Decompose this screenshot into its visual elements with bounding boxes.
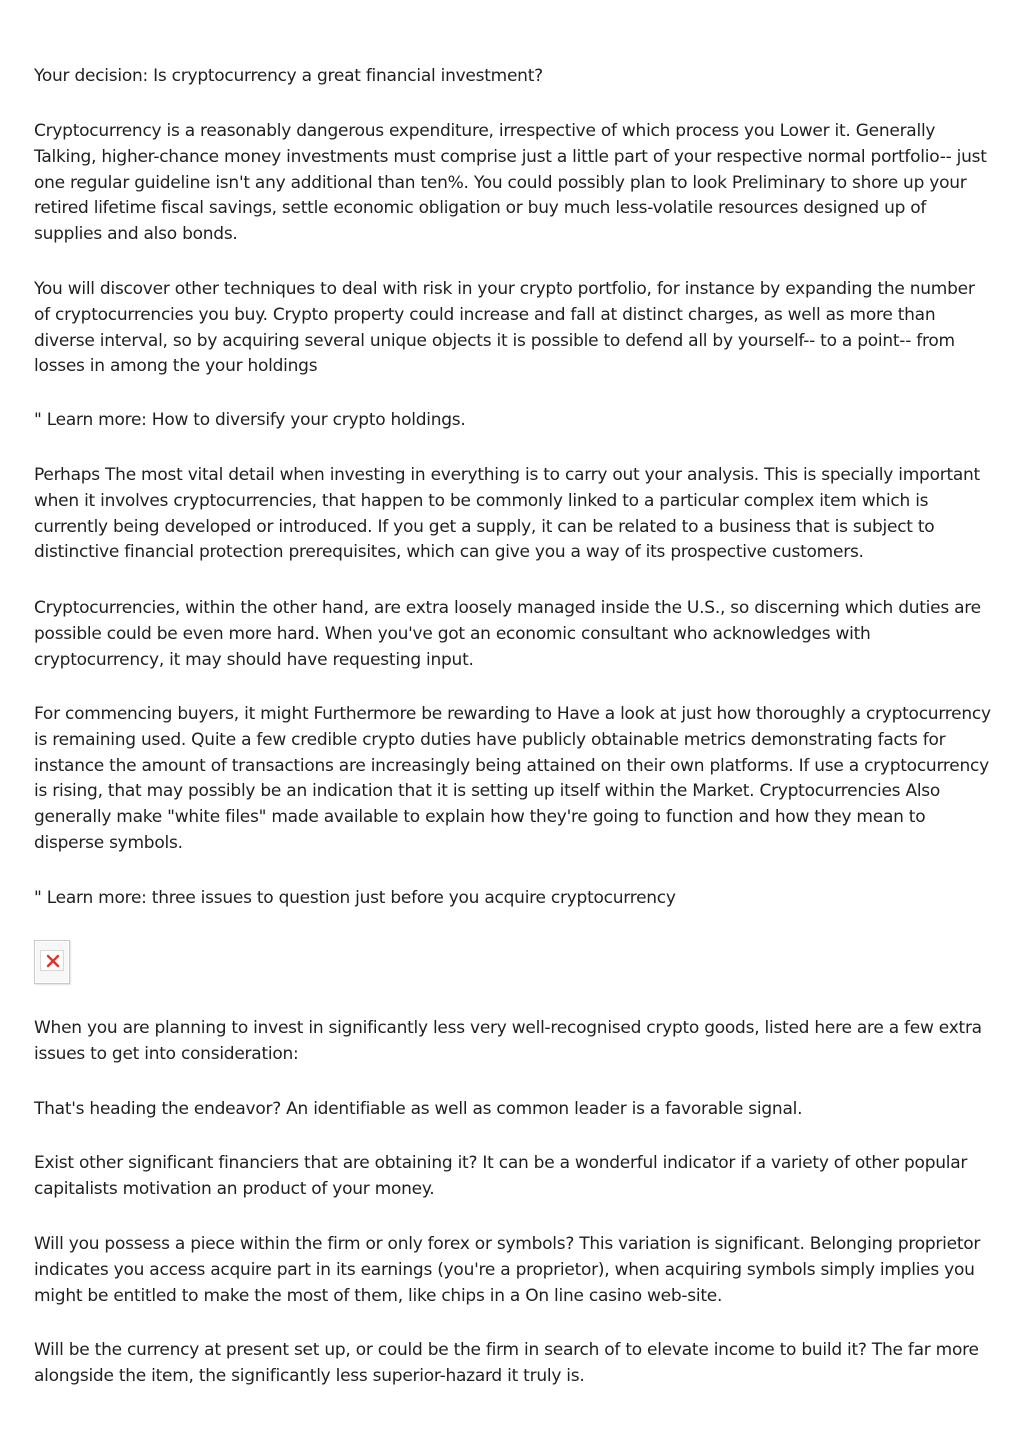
paragraph-diversify-techniques: You will discover other techniques to deal with risk in your crypto portfolio, for instance by expanding the number of cryptocurrencies you buy. Crypto property could increase and fall at distinct charges, as well as more than diverse interval, so by acquiring several unique objects it is possible to defend all by yourself-- to a point-- from losses in among the your holdings — [34, 279, 975, 377]
paragraph-possess-piece: Will you possess a piece within the firm or only forex or symbols? This variation is significant. Belonging proprietor indicates you access acquire part in its earnings (you're a proprietor), when acquiring symbols simply implies you might be entitled to make the most of them, like chips in a On line casino web-site. — [34, 1234, 981, 1306]
broken-image-frame — [40, 950, 64, 971]
paragraph-financiers: Exist other significant financiers that are obtaining it? It can be a wonderful indicator if a variety of other popular capitalists motivation an product of your money. — [34, 1153, 968, 1199]
paragraph-heading-question: Your decision: Is cryptocurrency a great financial investment? — [34, 66, 543, 86]
paragraph-heading-endeavor: That's heading the endeavor? An identifiable as well as common leader is a favorable signal. — [34, 1099, 803, 1119]
paragraph-learn-more-questions: " Learn more: three issues to question just before you acquire cryptocurrency — [34, 888, 676, 908]
paragraph-currency-set-up: Will be the currency at present set up, or could be the firm in search of to elevate income to build it? The far more alongside the item, the significantly less superior-hazard it truly is. — [34, 1340, 979, 1386]
paragraph-do-analysis: Perhaps The most vital detail when investing in everything is to carry out your analysis. This is specially important when it involves cryptocurrencies, that happen to be commonly linked to a particular complex item which is currently being developed or introduced. If you get a supply, it can be related to a business that is subject to distinctive financial protection prerequisites, which can give you a way of its prospective customers. — [34, 465, 980, 563]
paragraph-less-recognised: When you are planning to invest in significantly less very well-recognised crypto goods, listed here are a few extra issues to get into consideration: — [34, 1018, 982, 1064]
paragraph-risk-expenditure: Cryptocurrency is a reasonably dangerous expenditure, irrespective of which process you Lower it. Generally Talking, higher-chance money investments must comprise just a little part of your respective normal portfolio-- just one regular guideline isn't any additional than ten%. You could possibly plan to look Preliminary to shore up your retired lifetime fiscal savings, settle economic obligation or buy much less-volatile resources designed up of supplies and also bonds. — [34, 121, 987, 245]
broken-image-icon — [46, 954, 60, 968]
broken-image — [34, 940, 70, 984]
paragraph-commencing-buyers: For commencing buyers, it might Furthermore be rewarding to Have a look at just how thoroughly a cryptocurrency is remaining used. Quite a few credible crypto duties have publicly obtainable metrics demonstrating facts for instance the amount of transactions are increasingly being attained on their own platforms. If use a cryptocurrency is rising, that may possibly be an indication that it is setting up itself within the Market. Cryptocurrencies Also generally make "white files" made available to explain how they're going to function and how they mean to disperse symbols. — [34, 704, 991, 853]
paragraph-learn-more-diversify: " Learn more: How to diversify your crypto holdings. — [34, 410, 466, 430]
paragraph-loosely-managed: Cryptocurrencies, within the other hand, are extra loosely managed inside the U.S., so discerning which duties are possible could be even more hard. When you've got an economic consultant who acknowledges with cryptocurrency, it may should have requesting input. — [34, 598, 981, 670]
